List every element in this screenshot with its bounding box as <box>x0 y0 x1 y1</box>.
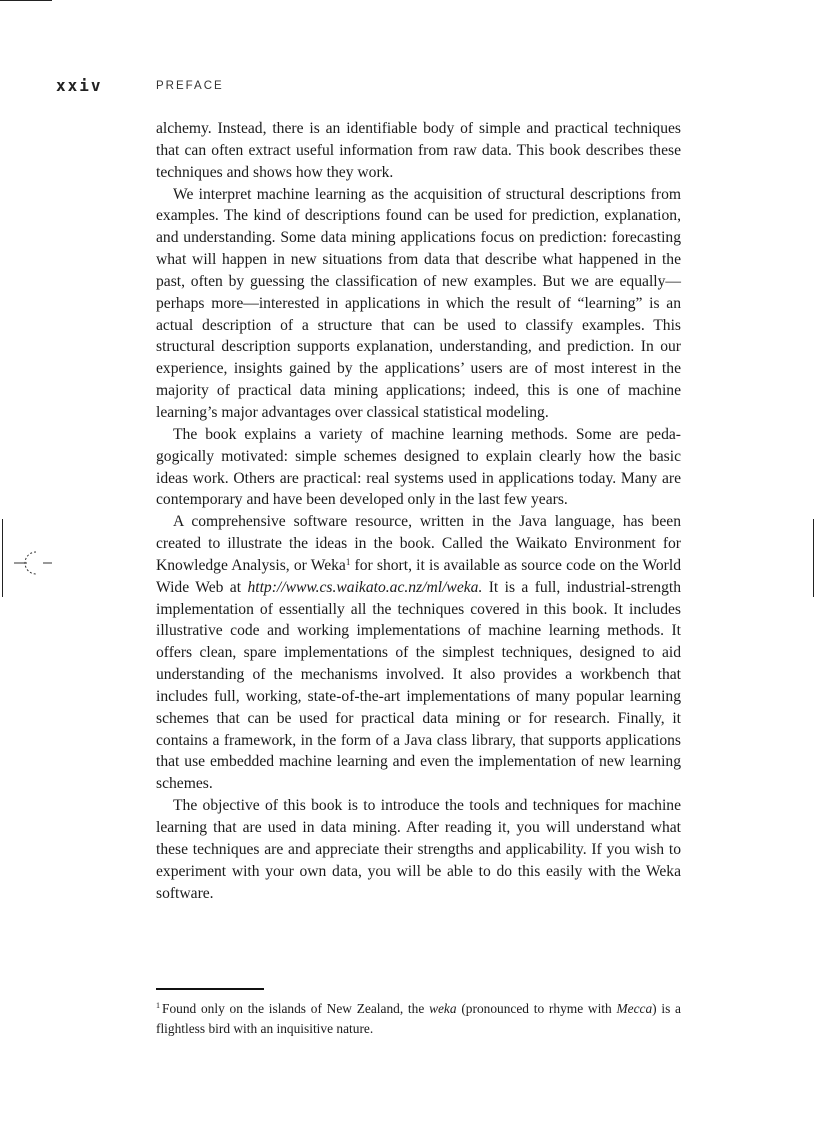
footnote-text-c: ) is a flightless bird with an inquisitive nature. <box>156 1001 682 1036</box>
footnote-weka-term: weka <box>429 1001 457 1016</box>
footnote-reference[interactable]: 1 <box>345 556 351 567</box>
footnote-text-a: Found only on the islands of New Zealand, the <box>162 1001 430 1016</box>
page-number: xxiv <box>56 76 103 95</box>
paragraph-4-part-c: It is a full, industrial-strength implementation of essentially all the techniques covered in this book. It includes illustrative code and working implementations of machine learning methods. It offers clean, spare implementations of the simplest techniques, designed to aid understanding of the mechanisms involved. It also provides a workbench that includes full, working, state-of-the-art implementations of many popular learning schemes that can be used for practical data mining or for research. Finally, it contains a framework, in the form of a Java class library, that supports applications that use embedded machine learning and even the implementation of new learning schemes. <box>156 578 681 793</box>
body-text <box>156 118 681 904</box>
weka-url-link[interactable]: http://www.cs.waikato.ac.nz/ml/weka. <box>247 578 483 596</box>
crop-mark-top <box>0 0 52 1</box>
paragraph-4 <box>156 511 681 795</box>
paragraph-2: We interpret machine learning as the acquisition of structural descriptions from examples. The kind of descriptions found can be used for prediction, explanation, and understanding. Some data mining applications focus on prediction: forecasting what will happen in new situations from data that describe what happened in the past, often by guessing the classification of new examples. But we are equally—perhaps more—interested in applications in which the result of “learning” is an actual description of a structure that can be used to classify examples. This structural description supports explanation, understanding, and prediction. In our experience, insights gained by the applications’ users are of most interest in the majority of practical data mining applications; indeed, this is one of machine learning’s major advantages over classical statistical modeling. <box>156 185 681 421</box>
paragraph-1: alchemy. Instead, there is an identifiable body of simple and practical techniques that can often extract useful information from raw data. This book describes these techniques and shows how they work. <box>156 120 681 181</box>
paragraph-4-part-a: A comprehensive software resource, written in the Java language, has been created to illustrate the ideas in the book. Called the Waikato Environment for Knowledge Analysis, or Weka <box>156 513 681 574</box>
footnote <box>156 999 681 1039</box>
footnote-mecca-term: Mecca <box>616 1001 653 1016</box>
crop-mark-left <box>2 519 3 597</box>
footnote-text-b: (pronounced to rhyme with <box>456 1001 617 1016</box>
footnote-rule <box>156 988 264 990</box>
paragraph-4-part-b: for short, it is available as source code on the World Wide Web at <box>156 556 681 596</box>
registration-mark-icon <box>14 549 54 577</box>
paragraph-5: The objective of this book is to introduce the tools and techniques for machine learning that are used in data mining. After reading it, you will understand what these techniques are and appreciate their strengths and applicability. If you wish to experiment with your own data, you will be able to do this easily with the Weka software. <box>156 797 681 902</box>
paragraph-3: The book explains a variety of machine learning methods. Some are pedagogically motivated: simple schemes designed to explain clearly how the basic ideas work. Others are practical: real systems used in applications today. Many are contemporary and have been developed only in the last few years. <box>156 425 681 509</box>
running-head: PREFACE <box>156 80 224 92</box>
crop-mark-right <box>813 519 814 597</box>
footnote-marker: 1 <box>156 1001 160 1010</box>
